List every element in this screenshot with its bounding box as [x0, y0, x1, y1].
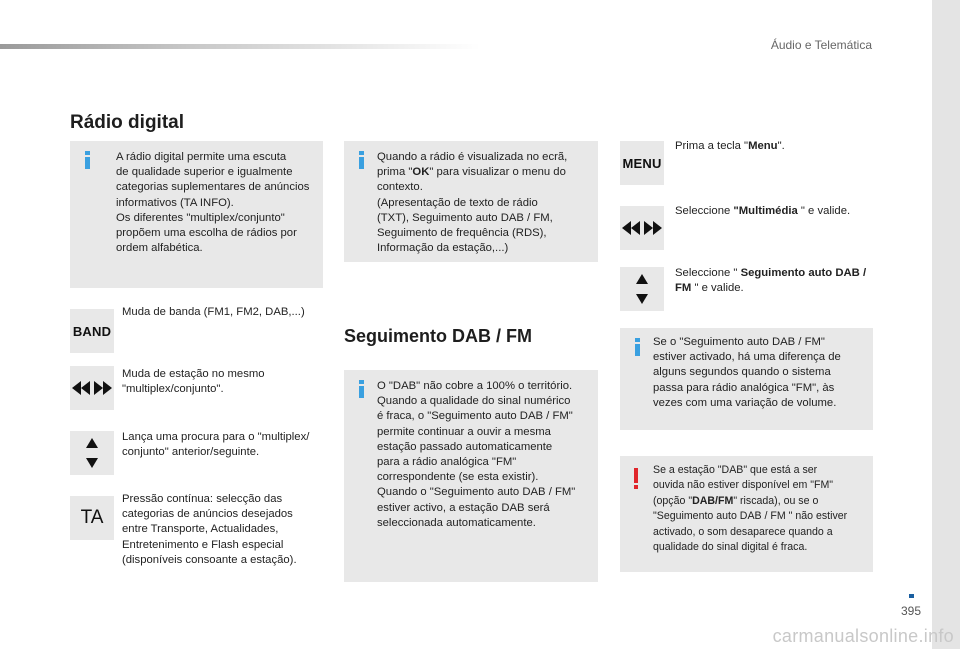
info-line: contexto.	[377, 181, 423, 194]
updown-line: conjunto" anterior/seguinte.	[122, 446, 260, 459]
info-line: vezes com uma variação de volume.	[653, 396, 837, 409]
info-line: (Apresentação de texto de rádio	[377, 196, 538, 209]
info-box-seguimento-delay	[620, 328, 873, 430]
ta-line: Entretenimento e Flash especial	[122, 538, 284, 551]
info-box-dab-coverage	[344, 370, 598, 582]
page-marker	[909, 594, 914, 598]
chapter-title: Áudio e Telemática	[770, 38, 872, 52]
band-label: BAND	[72, 323, 112, 339]
multimedia-label: "Multimédia	[733, 205, 798, 217]
info-icon	[359, 151, 364, 169]
ta-line: Pressão contínua: selecção das	[122, 493, 283, 505]
info-box-digital-radio	[70, 141, 323, 288]
warning-line: activado, o som desaparece quando a	[653, 525, 833, 538]
info-line: é fraca, o "Seguimento auto DAB / FM"	[377, 410, 573, 423]
info-line: informativos (TA INFO).	[116, 196, 234, 209]
step-menu-text	[675, 139, 785, 154]
info-line: permite continuar a ouvir a mesma	[377, 425, 551, 438]
info-line: categorias suplementares de anúncios	[116, 181, 310, 194]
step-seguimento	[675, 266, 866, 296]
step-text: ".	[777, 140, 785, 152]
info-line: para a rádio analógica "FM"	[377, 456, 517, 469]
watermark: carmanualsonline.info	[772, 626, 954, 646]
dab-fm-option-label: DAB/FM	[692, 494, 734, 507]
info-icon	[635, 338, 640, 356]
info-line: A rádio digital permite uma escuta	[116, 151, 287, 163]
updown-description	[122, 430, 309, 460]
seek-line: "multiplex/conjunto".	[122, 383, 224, 396]
step-text: " e valide.	[797, 205, 851, 217]
step-text: " e valide.	[691, 282, 744, 295]
multimedia-arrows-button-icon	[620, 206, 664, 250]
info-line: Se o "Seguimento auto DAB / FM"	[653, 336, 825, 348]
info-line	[377, 165, 598, 180]
info-line: ordem alfabética.	[116, 242, 203, 255]
info-line: Informação da estação,...)	[377, 242, 509, 255]
seguimento-label: Seguimento auto DAB /	[740, 267, 867, 279]
page-number: 395	[901, 604, 922, 618]
info-line: Quando a qualidade do sinal numérico	[377, 395, 571, 408]
info-line: estiver activo, a estação DAB será	[377, 501, 550, 514]
warning-icon	[634, 468, 639, 490]
updown-button-icon	[70, 431, 114, 475]
ta-button-icon	[70, 496, 114, 540]
ta-line: (disponíveis consoante a estação).	[122, 553, 297, 566]
warning-line: ouvida não estiver disponível em "FM"	[653, 479, 834, 492]
page-title: Rádio digital	[70, 112, 184, 133]
section-title: Seguimento DAB / FM	[344, 326, 532, 346]
step-text: Seleccione	[675, 205, 734, 217]
seguimento-updown-button-icon	[620, 267, 664, 311]
side-tab	[932, 0, 960, 649]
info-line: (TXT), Seguimento auto DAB / FM,	[377, 211, 553, 224]
info-box-ok-menu	[344, 141, 598, 262]
band-button-icon	[70, 309, 114, 353]
info-line: Os diferentes "multiplex/conjunto"	[116, 211, 285, 224]
warning-line: "Seguimento auto DAB / FM " não estiver	[653, 510, 848, 523]
seek-button-icon	[70, 366, 114, 410]
warning-text: " riscada), ou se o	[733, 494, 819, 507]
info-icon	[359, 380, 364, 398]
info-line: Quando o "Seguimento auto DAB / FM"	[377, 486, 576, 499]
updown-line: Lança uma procura para o "multiplex/	[122, 431, 310, 443]
info-line: estiver activado, há uma diferença de	[653, 351, 841, 364]
band-description	[122, 305, 305, 320]
warning-box-dab-unavailable	[620, 456, 873, 572]
info-text: prima "	[377, 166, 413, 179]
up-down-arrows-icon	[636, 274, 648, 304]
step-seguimento-line1	[675, 266, 866, 281]
info-line: alguns segundos quando o sistema	[653, 366, 831, 379]
info-icon	[85, 151, 90, 169]
seek-line: Muda de estação no mesmo	[122, 368, 265, 380]
menu-button-icon	[620, 141, 664, 185]
step-seguimento-line2	[675, 281, 866, 296]
info-line: Quando a rádio é visualizada no ecrã,	[377, 151, 568, 163]
info-line: correspondente (se esta existir).	[377, 471, 539, 484]
warning-line: Se a estação "DAB" que está a ser	[653, 464, 818, 476]
warning-text: (opção "	[653, 494, 693, 507]
info-line: passa para rádio analógica "FM", às	[653, 381, 835, 394]
ta-line: entre Transporte, Actualidades,	[122, 523, 279, 536]
info-line: O "DAB" não cobre a 100% o território.	[377, 380, 573, 392]
ok-key-label: OK	[412, 166, 430, 179]
band-text: Muda de banda (FM1, FM2, DAB,...)	[122, 306, 305, 318]
info-line: de qualidade superior e igualmente	[116, 166, 293, 179]
seek-arrows-icon	[72, 381, 112, 395]
ta-label: TA	[80, 507, 104, 528]
seek-description	[122, 367, 265, 397]
ta-description	[122, 492, 297, 568]
step-multimedia	[675, 204, 850, 219]
left-right-arrows-icon	[622, 221, 662, 235]
menu-label: MENU	[622, 155, 662, 171]
fm-label: FM	[675, 282, 692, 295]
step-menu	[675, 139, 785, 154]
step-multimedia-text	[675, 204, 850, 219]
step-text: Seleccione "	[675, 267, 741, 279]
info-line: seleccionada automaticamente.	[377, 516, 536, 529]
ta-line: categorias de anúncios desejados	[122, 508, 293, 521]
info-line: estação passado automaticamente	[377, 440, 553, 453]
info-line: propõem uma escolha de rádios por	[116, 227, 297, 240]
menu-key-label: Menu	[748, 140, 778, 152]
up-down-arrows-icon	[86, 438, 98, 468]
info-line: Seguimento de frequência (RDS),	[377, 227, 547, 240]
step-text: Prima a tecla "	[675, 140, 749, 152]
warning-line	[653, 494, 873, 509]
warning-line: qualidade do sinal digital é fraca.	[653, 541, 808, 554]
header-gradient-bar	[0, 44, 480, 49]
info-text: " para visualizar o menu do	[429, 166, 566, 179]
